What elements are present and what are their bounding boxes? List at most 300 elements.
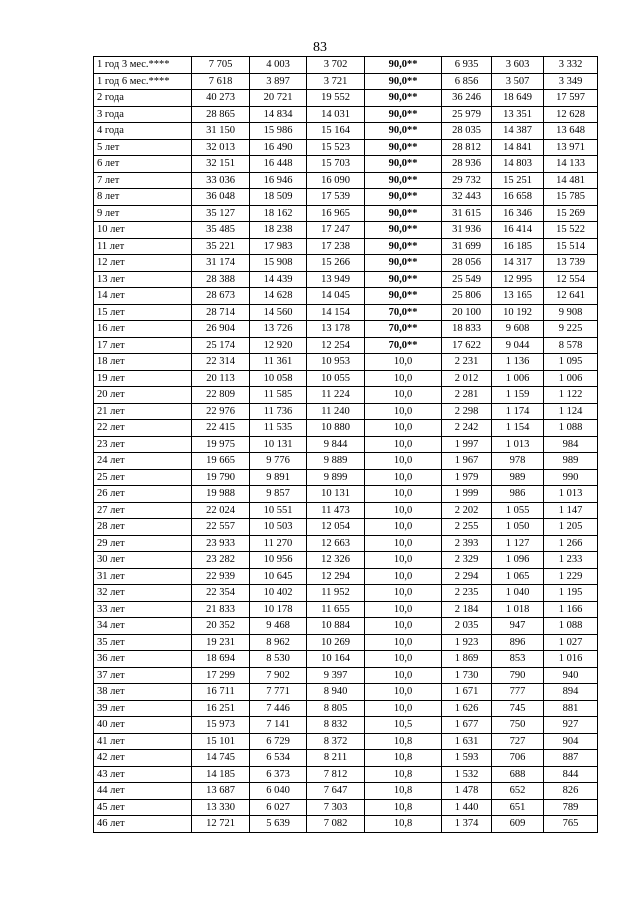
plan-female-cell: 1 013 [544, 486, 598, 503]
age-cell: 44 лет [94, 783, 192, 800]
female-cell: 16 090 [307, 172, 365, 189]
plan-total-cell: 36 246 [442, 90, 492, 107]
plan-male-cell: 13 165 [492, 288, 544, 305]
female-cell: 8 372 [307, 733, 365, 750]
age-cell: 45 лет [94, 799, 192, 816]
plan-female-cell: 1 147 [544, 502, 598, 519]
total-cell: 23 933 [192, 535, 250, 552]
female-cell: 10 164 [307, 651, 365, 668]
percent-cell: 70,0** [365, 321, 442, 338]
total-cell: 36 048 [192, 189, 250, 206]
total-cell: 22 314 [192, 354, 250, 371]
male-cell: 7 141 [250, 717, 307, 734]
plan-female-cell: 15 785 [544, 189, 598, 206]
total-cell: 20 113 [192, 370, 250, 387]
plan-total-cell: 1 997 [442, 436, 492, 453]
plan-female-cell: 17 597 [544, 90, 598, 107]
plan-total-cell: 2 294 [442, 568, 492, 585]
plan-female-cell: 1 006 [544, 370, 598, 387]
plan-female-cell: 3 332 [544, 57, 598, 74]
total-cell: 32 151 [192, 156, 250, 173]
table-row [94, 453, 598, 470]
percent-cell: 90,0** [365, 238, 442, 255]
table-row [94, 106, 598, 123]
plan-male-cell: 1 174 [492, 403, 544, 420]
percent-cell: 10,0 [365, 651, 442, 668]
plan-female-cell: 15 522 [544, 222, 598, 239]
male-cell: 17 983 [250, 238, 307, 255]
female-cell: 10 880 [307, 420, 365, 437]
female-cell: 9 397 [307, 667, 365, 684]
plan-female-cell: 14 133 [544, 156, 598, 173]
vaccination-table [93, 56, 598, 833]
table-row [94, 486, 598, 503]
percent-cell: 90,0** [365, 139, 442, 156]
male-cell: 16 490 [250, 139, 307, 156]
plan-female-cell: 14 481 [544, 172, 598, 189]
plan-total-cell: 25 549 [442, 271, 492, 288]
age-cell: 29 лет [94, 535, 192, 552]
percent-cell: 10,0 [365, 601, 442, 618]
plan-total-cell: 1 671 [442, 684, 492, 701]
total-cell: 28 714 [192, 304, 250, 321]
plan-male-cell: 1 096 [492, 552, 544, 569]
table-row [94, 189, 598, 206]
male-cell: 16 946 [250, 172, 307, 189]
plan-female-cell: 1 166 [544, 601, 598, 618]
table-row [94, 469, 598, 486]
total-cell: 35 127 [192, 205, 250, 222]
total-cell: 19 988 [192, 486, 250, 503]
table-row [94, 90, 598, 107]
male-cell: 10 402 [250, 585, 307, 602]
plan-male-cell: 896 [492, 634, 544, 651]
total-cell: 33 036 [192, 172, 250, 189]
table-row [94, 519, 598, 536]
plan-female-cell: 765 [544, 816, 598, 833]
total-cell: 28 388 [192, 271, 250, 288]
female-cell: 14 031 [307, 106, 365, 123]
plan-female-cell: 826 [544, 783, 598, 800]
total-cell: 18 694 [192, 651, 250, 668]
plan-total-cell: 31 615 [442, 205, 492, 222]
plan-male-cell: 1 065 [492, 568, 544, 585]
plan-male-cell: 10 192 [492, 304, 544, 321]
plan-male-cell: 1 159 [492, 387, 544, 404]
plan-total-cell: 28 812 [442, 139, 492, 156]
age-cell: 13 лет [94, 271, 192, 288]
plan-male-cell: 16 414 [492, 222, 544, 239]
plan-female-cell: 13 648 [544, 123, 598, 140]
percent-cell: 10,8 [365, 766, 442, 783]
plan-female-cell: 927 [544, 717, 598, 734]
female-cell: 8 805 [307, 700, 365, 717]
age-cell: 24 лет [94, 453, 192, 470]
table-row [94, 634, 598, 651]
table-row [94, 255, 598, 272]
plan-total-cell: 28 035 [442, 123, 492, 140]
table-row [94, 766, 598, 783]
percent-cell: 90,0** [365, 288, 442, 305]
male-cell: 11 585 [250, 387, 307, 404]
male-cell: 8 530 [250, 651, 307, 668]
total-cell: 22 557 [192, 519, 250, 536]
percent-cell: 10,0 [365, 436, 442, 453]
total-cell: 32 013 [192, 139, 250, 156]
male-cell: 5 639 [250, 816, 307, 833]
plan-male-cell: 1 018 [492, 601, 544, 618]
plan-total-cell: 1 631 [442, 733, 492, 750]
percent-cell: 10,8 [365, 750, 442, 767]
plan-total-cell: 6 856 [442, 73, 492, 90]
plan-female-cell: 904 [544, 733, 598, 750]
age-cell: 4 года [94, 123, 192, 140]
male-cell: 15 986 [250, 123, 307, 140]
table-row [94, 651, 598, 668]
percent-cell: 90,0** [365, 271, 442, 288]
table-body [94, 57, 598, 833]
plan-male-cell: 18 649 [492, 90, 544, 107]
plan-total-cell: 2 202 [442, 502, 492, 519]
percent-cell: 10,0 [365, 453, 442, 470]
total-cell: 26 904 [192, 321, 250, 338]
male-cell: 7 446 [250, 700, 307, 717]
total-cell: 35 221 [192, 238, 250, 255]
table-row [94, 717, 598, 734]
female-cell: 8 211 [307, 750, 365, 767]
total-cell: 20 352 [192, 618, 250, 635]
percent-cell: 90,0** [365, 106, 442, 123]
percent-cell: 90,0** [365, 189, 442, 206]
plan-male-cell: 3 507 [492, 73, 544, 90]
age-cell: 39 лет [94, 700, 192, 717]
total-cell: 22 976 [192, 403, 250, 420]
male-cell: 14 560 [250, 304, 307, 321]
total-cell: 19 975 [192, 436, 250, 453]
plan-total-cell: 6 935 [442, 57, 492, 74]
plan-male-cell: 14 841 [492, 139, 544, 156]
male-cell: 13 726 [250, 321, 307, 338]
plan-male-cell: 1 013 [492, 436, 544, 453]
female-cell: 9 889 [307, 453, 365, 470]
age-cell: 14 лет [94, 288, 192, 305]
age-cell: 19 лет [94, 370, 192, 387]
percent-cell: 90,0** [365, 123, 442, 140]
plan-total-cell: 1 967 [442, 453, 492, 470]
total-cell: 16 711 [192, 684, 250, 701]
plan-male-cell: 14 387 [492, 123, 544, 140]
female-cell: 9 899 [307, 469, 365, 486]
percent-cell: 10,0 [365, 684, 442, 701]
table-row [94, 238, 598, 255]
age-cell: 9 лет [94, 205, 192, 222]
female-cell: 11 224 [307, 387, 365, 404]
percent-cell: 10,0 [365, 420, 442, 437]
plan-total-cell: 1 440 [442, 799, 492, 816]
plan-total-cell: 2 255 [442, 519, 492, 536]
page-number: 83 [313, 40, 327, 55]
plan-female-cell: 989 [544, 453, 598, 470]
percent-cell: 10,0 [365, 502, 442, 519]
male-cell: 11 535 [250, 420, 307, 437]
plan-total-cell: 2 329 [442, 552, 492, 569]
table-row [94, 403, 598, 420]
male-cell: 11 361 [250, 354, 307, 371]
age-cell: 26 лет [94, 486, 192, 503]
table-row [94, 57, 598, 74]
percent-cell: 10,0 [365, 667, 442, 684]
table-row [94, 156, 598, 173]
total-cell: 28 865 [192, 106, 250, 123]
male-cell: 14 628 [250, 288, 307, 305]
plan-female-cell: 12 554 [544, 271, 598, 288]
plan-male-cell: 9 044 [492, 337, 544, 354]
table-row [94, 816, 598, 833]
plan-female-cell: 9 908 [544, 304, 598, 321]
plan-male-cell: 1 050 [492, 519, 544, 536]
table-row [94, 370, 598, 387]
table-row [94, 337, 598, 354]
table-row [94, 387, 598, 404]
female-cell: 7 303 [307, 799, 365, 816]
plan-total-cell: 1 532 [442, 766, 492, 783]
age-cell: 1 год 6 мес.**** [94, 73, 192, 90]
plan-female-cell: 13 971 [544, 139, 598, 156]
plan-female-cell: 1 229 [544, 568, 598, 585]
table-row [94, 139, 598, 156]
plan-male-cell: 745 [492, 700, 544, 717]
female-cell: 8 832 [307, 717, 365, 734]
percent-cell: 90,0** [365, 57, 442, 74]
plan-male-cell: 3 603 [492, 57, 544, 74]
total-cell: 15 101 [192, 733, 250, 750]
total-cell: 22 809 [192, 387, 250, 404]
male-cell: 6 373 [250, 766, 307, 783]
plan-male-cell: 16 185 [492, 238, 544, 255]
age-cell: 42 лет [94, 750, 192, 767]
plan-male-cell: 12 995 [492, 271, 544, 288]
total-cell: 19 665 [192, 453, 250, 470]
age-cell: 34 лет [94, 618, 192, 635]
age-cell: 12 лет [94, 255, 192, 272]
plan-female-cell: 984 [544, 436, 598, 453]
plan-female-cell: 881 [544, 700, 598, 717]
plan-male-cell: 9 608 [492, 321, 544, 338]
total-cell: 31 174 [192, 255, 250, 272]
plan-total-cell: 18 833 [442, 321, 492, 338]
table-row [94, 601, 598, 618]
percent-cell: 10,8 [365, 783, 442, 800]
plan-male-cell: 15 251 [492, 172, 544, 189]
plan-female-cell: 8 578 [544, 337, 598, 354]
plan-total-cell: 1 593 [442, 750, 492, 767]
male-cell: 9 776 [250, 453, 307, 470]
percent-cell: 10,8 [365, 799, 442, 816]
plan-total-cell: 1 923 [442, 634, 492, 651]
total-cell: 22 024 [192, 502, 250, 519]
female-cell: 17 247 [307, 222, 365, 239]
plan-female-cell: 1 088 [544, 618, 598, 635]
plan-male-cell: 1 154 [492, 420, 544, 437]
age-cell: 33 лет [94, 601, 192, 618]
plan-male-cell: 652 [492, 783, 544, 800]
male-cell: 10 645 [250, 568, 307, 585]
total-cell: 25 174 [192, 337, 250, 354]
table-row [94, 205, 598, 222]
age-cell: 23 лет [94, 436, 192, 453]
female-cell: 15 703 [307, 156, 365, 173]
plan-female-cell: 1 088 [544, 420, 598, 437]
percent-cell: 10,0 [365, 370, 442, 387]
plan-total-cell: 28 056 [442, 255, 492, 272]
age-cell: 35 лет [94, 634, 192, 651]
total-cell: 31 150 [192, 123, 250, 140]
plan-male-cell: 1 127 [492, 535, 544, 552]
plan-total-cell: 2 035 [442, 618, 492, 635]
male-cell: 9 857 [250, 486, 307, 503]
table-row [94, 420, 598, 437]
female-cell: 7 812 [307, 766, 365, 783]
plan-total-cell: 2 235 [442, 585, 492, 602]
plan-female-cell: 789 [544, 799, 598, 816]
plan-female-cell: 1 016 [544, 651, 598, 668]
male-cell: 20 721 [250, 90, 307, 107]
male-cell: 9 468 [250, 618, 307, 635]
age-cell: 7 лет [94, 172, 192, 189]
age-cell: 11 лет [94, 238, 192, 255]
male-cell: 3 897 [250, 73, 307, 90]
plan-female-cell: 9 225 [544, 321, 598, 338]
age-cell: 3 года [94, 106, 192, 123]
female-cell: 11 655 [307, 601, 365, 618]
age-cell: 6 лет [94, 156, 192, 173]
plan-male-cell: 609 [492, 816, 544, 833]
table-row [94, 552, 598, 569]
table-row [94, 684, 598, 701]
female-cell: 3 702 [307, 57, 365, 74]
plan-total-cell: 1 730 [442, 667, 492, 684]
plan-male-cell: 978 [492, 453, 544, 470]
age-cell: 22 лет [94, 420, 192, 437]
total-cell: 15 973 [192, 717, 250, 734]
age-cell: 8 лет [94, 189, 192, 206]
plan-male-cell: 750 [492, 717, 544, 734]
male-cell: 6 040 [250, 783, 307, 800]
male-cell: 15 908 [250, 255, 307, 272]
male-cell: 10 131 [250, 436, 307, 453]
plan-male-cell: 706 [492, 750, 544, 767]
female-cell: 7 647 [307, 783, 365, 800]
plan-total-cell: 1 478 [442, 783, 492, 800]
male-cell: 14 834 [250, 106, 307, 123]
percent-cell: 10,0 [365, 469, 442, 486]
percent-cell: 90,0** [365, 172, 442, 189]
plan-total-cell: 28 936 [442, 156, 492, 173]
plan-total-cell: 1 677 [442, 717, 492, 734]
female-cell: 13 949 [307, 271, 365, 288]
plan-male-cell: 947 [492, 618, 544, 635]
plan-female-cell: 1 122 [544, 387, 598, 404]
female-cell: 19 552 [307, 90, 365, 107]
male-cell: 8 962 [250, 634, 307, 651]
female-cell: 10 269 [307, 634, 365, 651]
percent-cell: 90,0** [365, 205, 442, 222]
plan-total-cell: 2 281 [442, 387, 492, 404]
plan-total-cell: 1 374 [442, 816, 492, 833]
plan-male-cell: 790 [492, 667, 544, 684]
age-cell: 15 лет [94, 304, 192, 321]
plan-total-cell: 25 979 [442, 106, 492, 123]
plan-total-cell: 2 298 [442, 403, 492, 420]
female-cell: 14 045 [307, 288, 365, 305]
female-cell: 10 131 [307, 486, 365, 503]
plan-male-cell: 688 [492, 766, 544, 783]
plan-total-cell: 2 242 [442, 420, 492, 437]
plan-total-cell: 31 699 [442, 238, 492, 255]
female-cell: 12 254 [307, 337, 365, 354]
male-cell: 10 178 [250, 601, 307, 618]
age-cell: 21 лет [94, 403, 192, 420]
table-row [94, 783, 598, 800]
plan-male-cell: 853 [492, 651, 544, 668]
age-cell: 32 лет [94, 585, 192, 602]
table-row [94, 750, 598, 767]
percent-cell: 10,0 [365, 519, 442, 536]
table-row [94, 733, 598, 750]
percent-cell: 90,0** [365, 222, 442, 239]
age-cell: 18 лет [94, 354, 192, 371]
male-cell: 7 771 [250, 684, 307, 701]
plan-total-cell: 2 012 [442, 370, 492, 387]
total-cell: 35 485 [192, 222, 250, 239]
percent-cell: 10,8 [365, 733, 442, 750]
total-cell: 14 185 [192, 766, 250, 783]
male-cell: 10 551 [250, 502, 307, 519]
table-row [94, 502, 598, 519]
age-cell: 2 года [94, 90, 192, 107]
table-row [94, 568, 598, 585]
female-cell: 16 965 [307, 205, 365, 222]
percent-cell: 10,0 [365, 486, 442, 503]
female-cell: 7 082 [307, 816, 365, 833]
female-cell: 17 539 [307, 189, 365, 206]
age-cell: 1 год 3 мес.**** [94, 57, 192, 74]
table-row [94, 535, 598, 552]
female-cell: 8 940 [307, 684, 365, 701]
age-cell: 25 лет [94, 469, 192, 486]
table-row [94, 618, 598, 635]
percent-cell: 10,0 [365, 354, 442, 371]
total-cell: 23 282 [192, 552, 250, 569]
plan-total-cell: 25 806 [442, 288, 492, 305]
age-cell: 10 лет [94, 222, 192, 239]
plan-female-cell: 887 [544, 750, 598, 767]
age-cell: 38 лет [94, 684, 192, 701]
table-row [94, 222, 598, 239]
male-cell: 18 509 [250, 189, 307, 206]
total-cell: 7 705 [192, 57, 250, 74]
male-cell: 4 003 [250, 57, 307, 74]
plan-female-cell: 990 [544, 469, 598, 486]
total-cell: 16 251 [192, 700, 250, 717]
male-cell: 11 270 [250, 535, 307, 552]
table-row [94, 172, 598, 189]
plan-male-cell: 727 [492, 733, 544, 750]
female-cell: 12 294 [307, 568, 365, 585]
age-cell: 20 лет [94, 387, 192, 404]
male-cell: 10 058 [250, 370, 307, 387]
total-cell: 17 299 [192, 667, 250, 684]
